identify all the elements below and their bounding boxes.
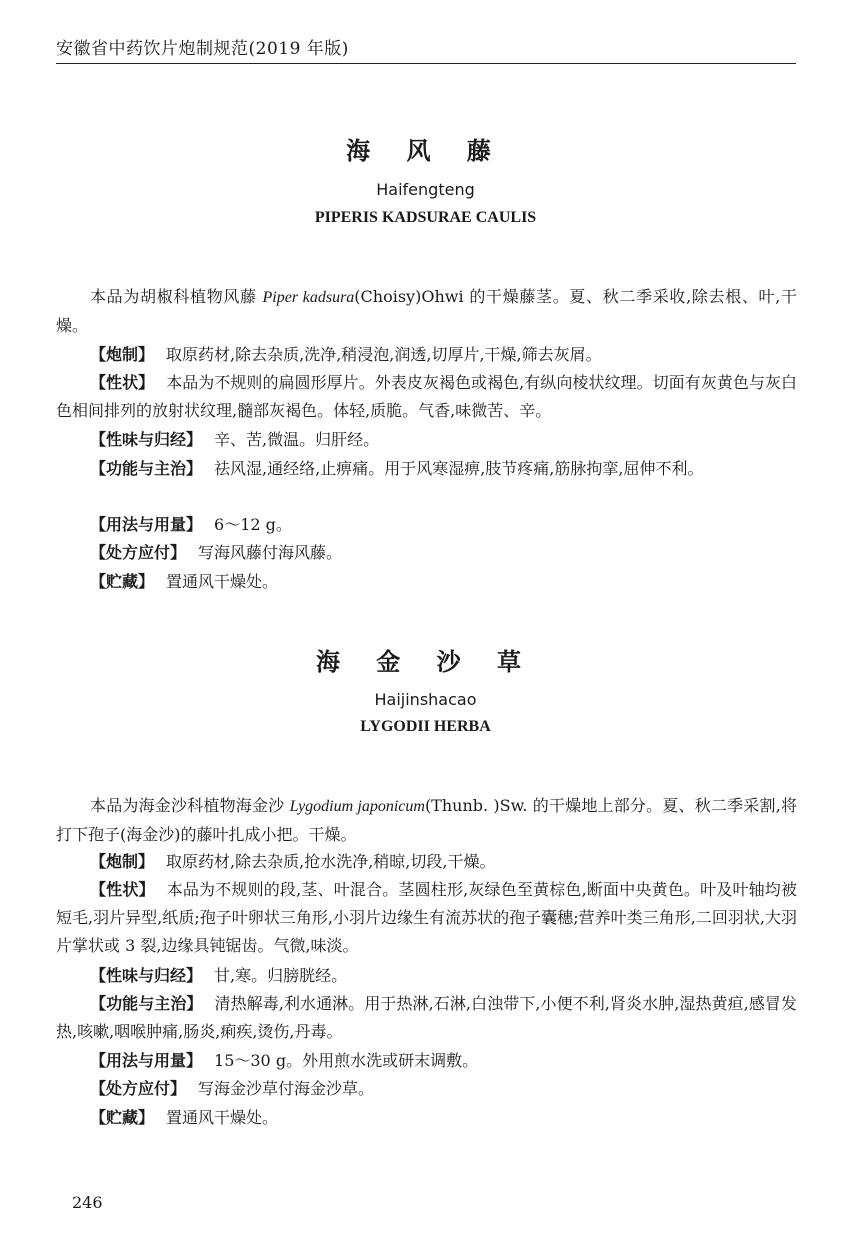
section-processing xyxy=(56,341,797,369)
section-storage xyxy=(56,568,797,596)
section-prescription xyxy=(56,1075,797,1103)
section-label: 【性状】 xyxy=(90,373,155,392)
species-name: Lygodium japonicum xyxy=(289,798,425,815)
running-header: 安徽省中药饮片炮制规范(2019 年版) xyxy=(56,39,349,59)
section-text: 写海金沙草付海金沙草。 xyxy=(198,1079,375,1098)
section-text: 辛、苦,微温。归肝经。 xyxy=(214,430,380,449)
section-text: 取原药材,除去杂质,洗净,稍浸泡,润透,切厚片,干燥,筛去灰屑。 xyxy=(166,345,602,364)
section-text: 甘,寒。归膀胱经。 xyxy=(214,966,348,985)
section-text: 置通风干燥处。 xyxy=(166,1108,279,1127)
section-label: 【炮制】 xyxy=(90,852,155,871)
section-text: 本品为不规则的扁圆形厚片。外表皮灰褐色或褐色,有纵向棱状纹理。切面有灰黄色与灰白色相间排列的放射状纹理,髓部灰褐色。体轻,质脆。气香,味微苦、辛。 xyxy=(56,373,797,420)
section-dosage xyxy=(56,511,797,539)
section-description xyxy=(56,369,797,425)
section-storage xyxy=(56,1104,797,1132)
section-label: 【贮藏】 xyxy=(90,572,155,591)
section-text: 本品为不规则的段,茎、叶混合。茎圆柱形,灰绿色至黄棕色,断面中央黄色。叶及叶轴均被短毛,羽片异型,纸质;孢子叶卵状三角形,小羽片边缘生有流苏状的孢子囊穗;营养叶类三角形,二回羽状,大羽片掌状或 3 裂,边缘具钝锯齿。气微,味淡。 xyxy=(56,880,797,955)
section-text: 取原药材,除去杂质,抢水洗净,稍晾,切段,干燥。 xyxy=(166,852,496,871)
section-label: 【用法与用量】 xyxy=(90,1051,203,1070)
section-text: 写海风藤付海风藤。 xyxy=(198,543,343,562)
section-property-meridian xyxy=(56,426,797,454)
section-text: 15～30 g。外用煎水洗或研末调敷。 xyxy=(214,1051,479,1070)
species-name: Piper kadsura xyxy=(262,289,355,306)
section-dosage xyxy=(56,1047,797,1075)
section-function xyxy=(56,990,797,1046)
section-prescription xyxy=(56,539,797,567)
page-number: 246 xyxy=(72,1193,103,1212)
section-property-meridian xyxy=(56,962,797,990)
section-text: 清热解毒,利水通淋。用于热淋,石淋,白浊带下,小便不利,肾炎水肿,湿热黄疸,感冒发热,咳嗽,咽喉肿痛,肠炎,痢疾,烫伤,丹毒。 xyxy=(56,994,797,1041)
section-label: 【贮藏】 xyxy=(90,1108,155,1127)
section-text: 6～12 g。 xyxy=(214,515,292,534)
section-label: 【处方应付】 xyxy=(90,1079,187,1098)
section-label: 【功能与主治】 xyxy=(90,994,203,1013)
section-label: 【功能与主治】 xyxy=(90,459,203,478)
section-text: 置通风干燥处。 xyxy=(166,572,279,591)
section-label: 【性状】 xyxy=(90,880,155,899)
entry-latin-name: LYGODII HERBA xyxy=(360,718,491,735)
entry-intro: 本品为胡椒科植物风藤 Piper kadsura(Choisy)Ohwi 的干燥藤茎。夏、秋二季采收,除去根、叶,干燥。 xyxy=(56,287,797,335)
entry-title: 海 金 沙 草 xyxy=(315,648,536,676)
section-function xyxy=(56,455,797,483)
section-label: 【性味与归经】 xyxy=(90,966,203,985)
section-label: 【性味与归经】 xyxy=(90,430,203,449)
entry-pinyin: Haijinshacao xyxy=(374,690,477,709)
header-divider xyxy=(56,63,796,64)
section-text: 祛风湿,通经络,止痹痛。用于风寒湿痹,肢节疼痛,筋脉拘挛,屈伸不利。 xyxy=(214,459,704,478)
section-label: 【处方应付】 xyxy=(90,543,187,562)
section-label: 【炮制】 xyxy=(90,345,155,364)
entry-pinyin: Haifengteng xyxy=(376,180,475,199)
section-label: 【用法与用量】 xyxy=(90,515,203,534)
entry-latin-name: PIPERIS KADSURAE CAULIS xyxy=(314,209,537,226)
section-processing xyxy=(56,848,797,876)
entry-intro: 本品为海金沙科植物海金沙 Lygodium japonicum(Thunb. )Sw. 的干燥地上部分。夏、秋二季采割,将打下孢子(海金沙)的藤叶扎成小把。干燥。 xyxy=(56,796,797,844)
section-description xyxy=(56,876,797,960)
entry-title: 海 风 藤 xyxy=(346,137,505,165)
